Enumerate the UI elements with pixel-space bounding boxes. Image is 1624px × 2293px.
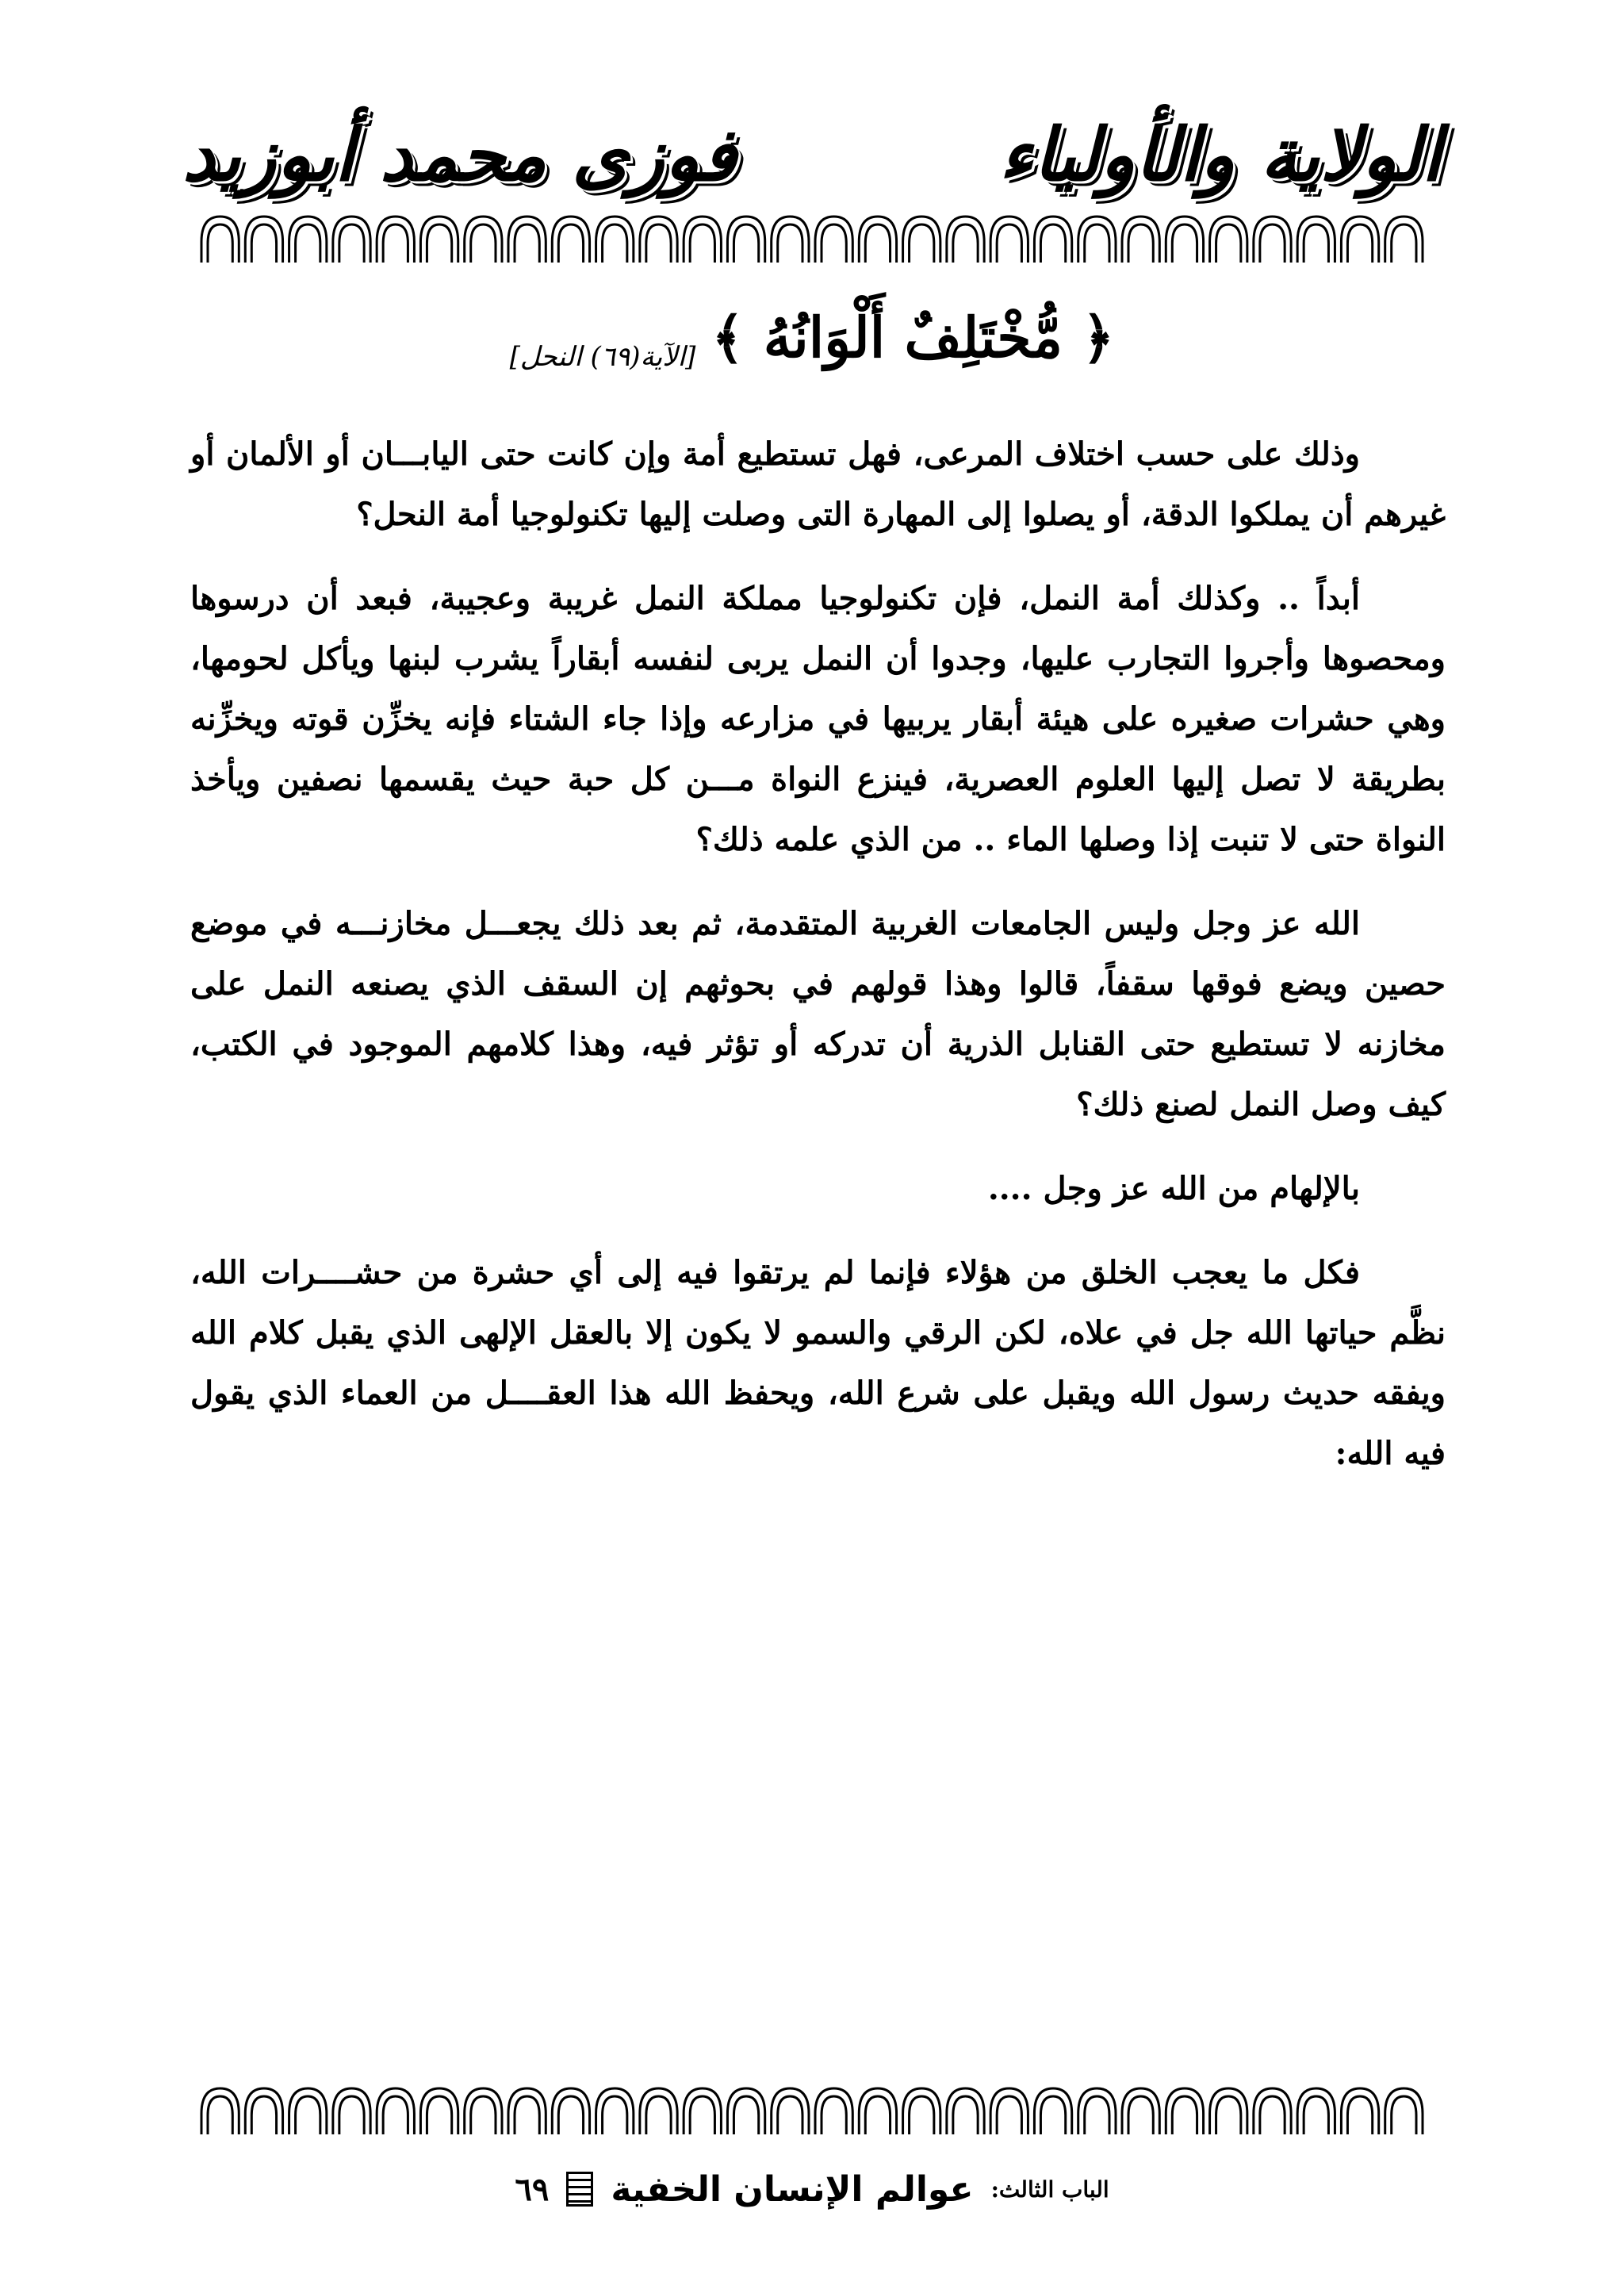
verse-text: ﴿ مُّخْتَلِفٌ أَلْوَانُهُ ﴾ bbox=[711, 304, 1115, 370]
page-number: ٦٩ bbox=[515, 2170, 550, 2208]
paragraph: بالإلهام من الله عز وجل .... bbox=[987, 1170, 1360, 1207]
paragraph: الله عز وجل وليس الجامعات الغربية المتقدمة، ثم بعد ذلك يجعـــل مخازنـــه في موضع حصين ويضع فوقها سقفاً، قالوا وهذا قولهم في بحوثهم إن السقف الذي يصنعه النمل على مخازنه لا تستطيع حتى القنابل الذرية أن تدركه أو تؤثر فيه، وهذا كلامهم الموجود في الكتب، كيف وصل النمل لصنع ذلك؟ bbox=[190, 905, 1446, 1123]
page-header bbox=[182, 95, 1442, 214]
quran-verse bbox=[0, 286, 1624, 389]
book-title: الولاية والأولياء bbox=[998, 112, 1442, 197]
author-name: فوزى محمد أبوزيد bbox=[182, 112, 737, 197]
arch-border-icon bbox=[198, 2082, 1426, 2138]
book-icon bbox=[566, 2172, 593, 2207]
arch-pattern bbox=[201, 217, 1423, 263]
bottom-ornament-border bbox=[198, 2082, 1426, 2138]
paragraph: فكل ما يعجب الخلق من هؤلاء فإنما لم يرتقوا فيه إلى أي حشرة من حشــــرات الله، نظَّم حياتها الله جل في علاه، لكن الرقي والسمو لا يكون إلا بالعقل الإلهى الذي يقبل كلام الله ويفقه حديث رسول الله ويقبل على شرع الله، ويحفظ الله هذا العقــــل من العماء الذي يقول فيه الله: bbox=[190, 1254, 1446, 1472]
arch-border-icon bbox=[198, 210, 1426, 266]
paragraph: أبداً .. وكذلك أمة النمل، فإن تكنولوجيا مملكة النمل غريبة وعجيبة، فبعد أن درسوها ومحصوها وأجروا التجارب عليها، وجدوا أن النمل يربى لنفسه أبقاراً يشرب لبنها ويأكل لحومها، وهي حشرات صغيره على هيئة أبقار يربيها في مزارعه وإذا جاء الشتاء فإنه يخزِّن قوته ويخزِّنه بطريقة لا تصل إليها العلوم العصرية، فينزع النواة مـــن كل حبة حيث يقسمها نصفين ويأخذ النواة حتى لا تنبت إذا وصلها الماء .. من الذي علمه ذلك؟ bbox=[190, 580, 1446, 858]
paragraph: وذلك على حسب اختلاف المرعى، فهل تستطيع أمة وإن كانت حتى اليابـــان أو الألمان أو غيرهم أن يملكوا الدقة، أو يصلوا إلى المهارة التى وصلت إليها تكنولوجيا أمة النحل؟ bbox=[190, 435, 1446, 533]
top-ornament-border bbox=[198, 210, 1426, 266]
chapter-label: الباب الثالث: bbox=[990, 2176, 1109, 2203]
body-text bbox=[190, 424, 1446, 1508]
chapter-title: عوالم الإنسان الخفية bbox=[611, 2168, 974, 2210]
arch-pattern bbox=[201, 2088, 1423, 2134]
verse-reference: [الآية(٦٩) النحل] bbox=[509, 341, 696, 373]
page-footer bbox=[0, 2157, 1624, 2221]
